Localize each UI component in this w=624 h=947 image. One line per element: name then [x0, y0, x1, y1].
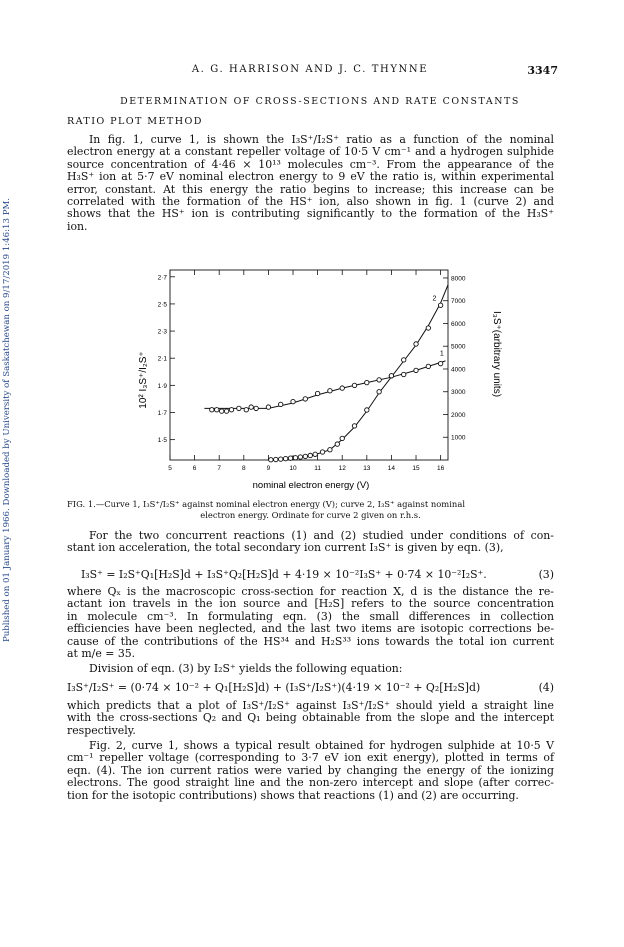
- text-line: cause of the contributions of the HS³⁴ and H₂S³³ ions towards the total ion current: [67, 634, 554, 648]
- plot-frame: [170, 270, 448, 460]
- running-header: [0, 64, 624, 80]
- curve-2-point: [283, 456, 287, 460]
- curve-1-point: [438, 361, 442, 365]
- x-tick-label: 8: [241, 465, 246, 472]
- curve-2-point: [313, 452, 317, 456]
- y-right-tick-label: 1000: [451, 434, 466, 442]
- text-line: which predicts that a plot of I₃S⁺/I₂S⁺ against I₃S⁺/I₂S⁺ should yield a straight line: [67, 699, 554, 712]
- x-tick-label: 14: [387, 465, 396, 472]
- text-line: actant ion travels in the ion source and [H₂S] refers to the source concentration: [67, 597, 554, 611]
- y-left-tick-label: 2·5: [157, 301, 167, 309]
- curve-label-1: 1: [439, 350, 444, 358]
- curve-2-point: [426, 326, 430, 330]
- curve-2-point: [274, 457, 278, 461]
- y-left-tick-label: 2·3: [157, 328, 167, 336]
- text-line: For the two concurrent reactions (1) and (2) studied under conditions of con-: [89, 529, 554, 542]
- y-right-tick-label: 5000: [451, 343, 466, 351]
- x-tick-label: 6: [192, 465, 197, 472]
- text-line: electron energy at a constant repeller voltage of 10·5 V cm⁻¹ and a hydrogen sulphide: [67, 145, 554, 159]
- curve-2-point: [269, 458, 273, 462]
- curve-1-point: [315, 391, 319, 395]
- curve-1-point: [224, 409, 228, 413]
- header-authors: A. G. HARRISON AND J. C. THYNNE: [191, 64, 429, 75]
- curve-1-point: [402, 372, 406, 376]
- paragraph-3: [67, 586, 554, 660]
- text-line: electrons. The good straight line and the non-zero intercept and slope (after correc-: [67, 776, 554, 790]
- equation-4-number: (4): [538, 681, 554, 694]
- curve-2-point: [328, 448, 332, 452]
- curve-2-point: [320, 450, 324, 454]
- curve-1-point: [279, 402, 283, 406]
- curve-2-point: [414, 342, 418, 346]
- download-notice: [2, 120, 16, 720]
- figure-caption: [67, 499, 554, 520]
- text-line: with the cross-sections Q₂ and Q₁ being obtainable from the slope and the intercept: [67, 711, 554, 725]
- curve-1-point: [229, 408, 233, 412]
- curve-1-point: [210, 408, 214, 412]
- text-line: error, constant. At this energy the ratio begins to increase; this increase can be: [67, 182, 554, 196]
- text-line: shows that the HS⁺ ion is contributing significantly to the formation of the H₃S⁺: [67, 207, 554, 221]
- curve-1-point: [365, 380, 369, 384]
- x-tick-label: 10: [289, 465, 297, 472]
- curve-1-point: [340, 386, 344, 390]
- y-left-tick-label: 1·7: [157, 410, 167, 417]
- text-line: source concentration of 4·46 × 10¹³ molecules cm⁻³. From the appearance of the: [67, 157, 554, 171]
- paragraph-6: [67, 740, 554, 802]
- text-line: respectively.: [67, 723, 136, 737]
- text-line: at m/e = 35.: [67, 647, 136, 661]
- curve-1-point: [237, 406, 241, 410]
- curve-1-point: [426, 364, 430, 368]
- curve-1-point: [215, 408, 219, 412]
- y-right-tick-label: 4000: [451, 366, 466, 374]
- page-number: 3347: [527, 64, 558, 77]
- text-line: ion.: [67, 219, 88, 233]
- curve-2-point: [298, 455, 302, 459]
- curve-1-point: [244, 408, 248, 412]
- y-axis-label-left: 10² I₃S⁺/I₂S⁺: [138, 351, 149, 409]
- x-tick-label: 16: [437, 465, 445, 472]
- caption-line-2: electron energy. Ordinate for curve 2 given on r.h.s.: [200, 509, 421, 520]
- x-tick-label: 12: [338, 465, 346, 472]
- curve-1-point: [352, 383, 356, 387]
- x-tick-label: 11: [314, 465, 321, 472]
- curve-1-point: [291, 399, 295, 403]
- curve-2-point: [335, 442, 339, 446]
- curve-2-point: [377, 390, 381, 394]
- curve-1-point: [249, 405, 253, 409]
- x-tick-label: 15: [412, 465, 420, 472]
- y-right-tick-label: 8000: [451, 275, 466, 283]
- y-right-tick-label: 6000: [451, 320, 466, 328]
- text-line: correlated with the formation of the HS⁺ ion, also shown in fig. 1 (curve 2) and: [67, 195, 554, 209]
- text-line: efficiencies have been neglected, and the last two items are isotopic corrections be-: [67, 622, 554, 636]
- curve-1-point: [377, 378, 381, 382]
- x-axis-label: nominal electron energy (V): [252, 480, 370, 491]
- x-tick-label: 9: [266, 465, 271, 472]
- curve-2-point: [288, 456, 292, 460]
- text-line: stant ion acceleration, the total secondary ion current I₃S⁺ is given by eqn. (3),: [67, 541, 504, 555]
- paragraph-1: [67, 134, 554, 233]
- curve-1-point: [303, 397, 307, 401]
- text-line: H₃S⁺ ion at 5·7 eV nominal electron energy to 9 eV the ratio is, within experimental: [67, 170, 554, 184]
- figure-1-chart: [130, 262, 550, 491]
- section-title: DETERMINATION OF CROSS-SECTIONS AND RATE CONSTANTS: [120, 96, 520, 107]
- paragraph-2: [67, 530, 554, 555]
- y-left-tick-label: 1·5: [157, 437, 167, 445]
- text-line: in molecule cm⁻³. In formulating eqn. (3) the small differences in collection: [67, 609, 554, 623]
- equation-4: [67, 681, 554, 695]
- text-line: In fig. 1, curve 1, is shown the I₃S⁺/I₂S⁺ ratio as a function of the nominal: [89, 133, 554, 146]
- curve-2-point: [293, 456, 297, 460]
- curve-2-line: [268, 285, 448, 460]
- curve-2-point: [402, 358, 406, 362]
- curve-2-point: [352, 424, 356, 428]
- curve-2-point: [279, 457, 283, 461]
- text-line: cm⁻¹ repeller voltage (corresponding to 3·7 eV ion exit energy), plotted in terms of: [67, 751, 554, 765]
- curve-label-2: 2: [432, 295, 437, 303]
- y-left-tick-label: 1·9: [157, 382, 167, 390]
- curve-2-point: [438, 303, 442, 307]
- paragraph-5: [67, 700, 554, 737]
- curve-1-point: [266, 405, 270, 409]
- curve-2-point: [389, 374, 393, 378]
- x-tick-label: 7: [217, 465, 222, 472]
- y-right-tick-label: 3000: [451, 389, 466, 397]
- equation-3-text: I₃S⁺ = I₂S⁺Q₁[H₂S]d + I₃S⁺Q₂[H₂S]d + 4·19 × 10⁻²I₃S⁺ + 0·74 × 10⁻²I₂S⁺.: [81, 568, 487, 581]
- y-left-tick-label: 2·1: [157, 355, 167, 363]
- text-line: where Qₓ is the macroscopic cross-section for reaction X, d is the distance the re-: [67, 585, 554, 598]
- equation-3-number: (3): [538, 568, 554, 581]
- curve-2-point: [340, 436, 344, 440]
- y-right-tick-label: 7000: [451, 298, 466, 306]
- text-line: Fig. 2, curve 1, shows a typical result obtained for hydrogen sulphide at 10·5 V: [89, 739, 554, 752]
- y-right-tick-label: 2000: [451, 411, 466, 419]
- curve-1-point: [254, 406, 258, 410]
- download-notice-text: Published on 01 January 1966. Downloaded by University of Saskatchewan on 9/17/2019 1:46:13 PM.: [2, 197, 12, 643]
- x-tick-label: 13: [363, 465, 371, 472]
- subheading: RATIO PLOT METHOD: [67, 116, 203, 127]
- caption-line-1: FIG. 1.—Curve 1, I₃S⁺/I₂S⁺ against nominal electron energy (V); curve 2, I₃S⁺ against nominal: [67, 499, 465, 509]
- curve-1-point: [414, 368, 418, 372]
- curve-1-point: [219, 409, 223, 413]
- x-tick-label: 5: [168, 465, 172, 472]
- curve-2-point: [365, 408, 369, 412]
- text-line: eqn. (4). The ion current ratios were varied by changing the energy of the ionizing: [67, 763, 554, 777]
- y-axis-label-right: I₃S⁺(arbitrary units): [491, 310, 502, 398]
- curve-1-point: [328, 389, 332, 393]
- equation-3: [67, 568, 554, 582]
- curve-1-line: [204, 361, 445, 409]
- paragraph-4: Division of eqn. (3) by I₂S⁺ yields the following equation:: [89, 662, 403, 675]
- equation-4-text: I₃S⁺/I₂S⁺ = (0·74 × 10⁻² + Q₁[H₂S]d) + (I₃S⁺/I₂S⁺)(4·19 × 10⁻² + Q₂[H₂S]d): [67, 681, 481, 694]
- y-left-tick-label: 2·7: [157, 274, 167, 282]
- curve-2-point: [308, 453, 312, 457]
- text-line: tion for the isotopic contributions) shows that reactions (1) and (2) are occurring.: [67, 788, 519, 802]
- curve-2-point: [303, 454, 307, 458]
